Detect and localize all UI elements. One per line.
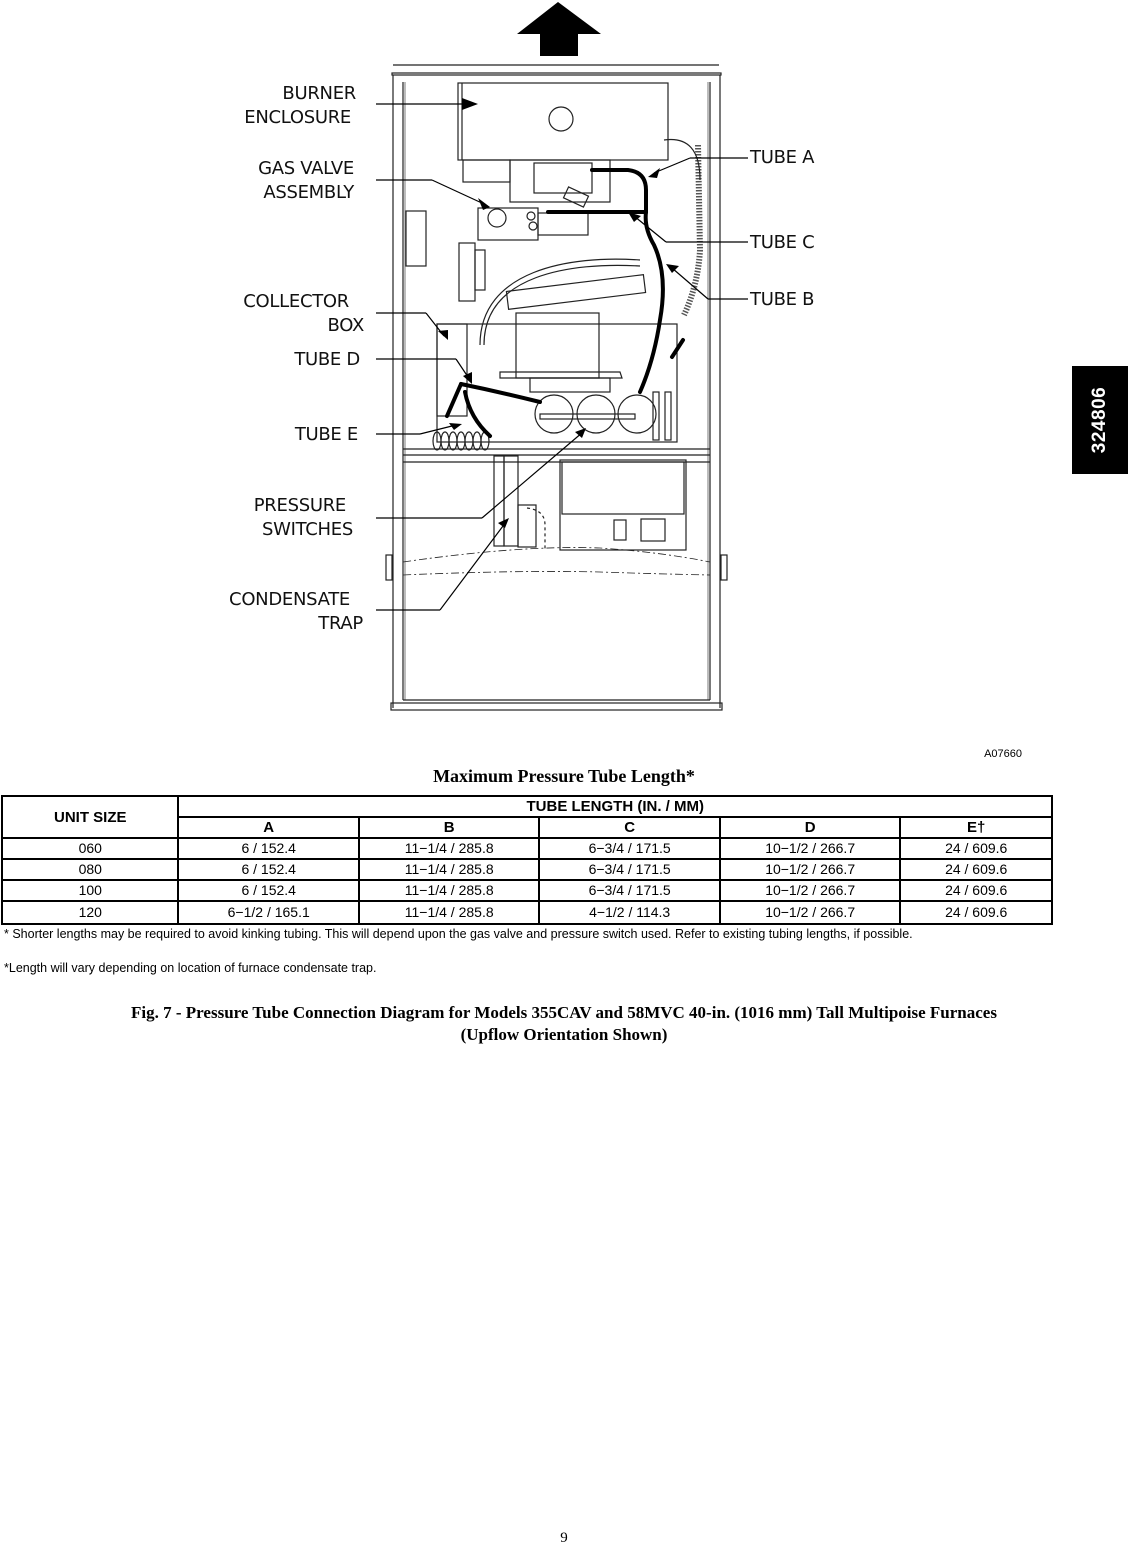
cell-b: 11−1/4 / 285.8: [359, 838, 539, 859]
cell-a: 6 / 152.4: [178, 838, 358, 859]
cell-c: 6−3/4 / 171.5: [539, 880, 719, 901]
table-header-row: [2, 796, 1052, 817]
cell-d: 10−1/2 / 266.7: [720, 838, 901, 859]
cell-d: 10−1/2 / 266.7: [720, 901, 901, 924]
label-line: CONDENSATE: [229, 589, 350, 610]
label-tube-e: [295, 423, 358, 447]
cell-e: 24 / 609.6: [900, 880, 1052, 901]
cell-b: 11−1/4 / 285.8: [359, 880, 539, 901]
cell-c: 6−3/4 / 171.5: [539, 859, 719, 880]
label-line: TUBE C: [750, 232, 815, 253]
table-row: [2, 859, 1052, 880]
label-burner-enclosure: [244, 82, 356, 130]
cell-d: 10−1/2 / 266.7: [720, 880, 901, 901]
label-line: ASSEMBLY: [263, 182, 354, 203]
label-gas-valve-assembly: [258, 157, 354, 205]
cell-c: 4−1/2 / 114.3: [539, 901, 719, 924]
footnote-length-vary: *Length will vary depending on location of furnace condensate trap.: [4, 961, 377, 975]
cell-b: 11−1/4 / 285.8: [359, 901, 539, 924]
figure-code: A07660: [984, 748, 1022, 760]
label-collector-box: [243, 290, 364, 338]
label-line: TRAP: [318, 613, 363, 634]
caption-line-1: Fig. 7 - Pressure Tube Connection Diagram for Models 355CAV and 58MVC 40-in. (1016 mm) Tall Multipoise Furnaces: [131, 1003, 997, 1022]
cell-unit: 080: [2, 859, 178, 880]
cell-unit: 120: [2, 901, 178, 924]
footnote-shorter-lengths: * Shorter lengths may be required to avoid kinking tubing. This will depend upon the gas valve and pressure switch used. Refer to existing tubing lengths, if possible.: [4, 927, 913, 941]
table-row: [2, 901, 1052, 924]
label-tube-d: [294, 348, 360, 372]
table-row: [2, 880, 1052, 901]
label-pressure-switches: [254, 494, 353, 542]
header-unit-size: UNIT SIZE: [2, 796, 178, 838]
label-line: BURNER: [282, 83, 356, 104]
cell-a: 6−1/2 / 165.1: [178, 901, 358, 924]
cell-e: 24 / 609.6: [900, 838, 1052, 859]
cell-b: 11−1/4 / 285.8: [359, 859, 539, 880]
table-title: Maximum Pressure Tube Length*: [433, 766, 695, 786]
label-line: GAS VALVE: [258, 158, 354, 179]
label-line: BOX: [327, 315, 364, 336]
label-condensate-trap: [229, 588, 363, 636]
header-col-d: D: [720, 817, 901, 838]
document-number-tab: [1072, 366, 1128, 474]
label-tube-a: [750, 146, 814, 170]
label-line: TUBE D: [294, 349, 360, 370]
header-col-a: A: [178, 817, 358, 838]
header-col-b: B: [359, 817, 539, 838]
tube-length-table: [1, 795, 1053, 925]
furnace-diagram: [0, 0, 1128, 740]
cell-unit: 060: [2, 838, 178, 859]
label-line: TUBE A: [750, 147, 815, 168]
cell-c: 6−3/4 / 171.5: [539, 838, 719, 859]
label-tube-b: [750, 288, 814, 312]
label-line: TUBE E: [294, 424, 358, 445]
figure-caption: [0, 1002, 1128, 1046]
label-line: PRESSURE: [253, 495, 346, 516]
cell-a: 6 / 152.4: [178, 880, 358, 901]
page-number: 9: [560, 1530, 568, 1546]
cell-unit: 100: [2, 880, 178, 901]
header-tube-length: TUBE LENGTH (IN. / MM): [178, 796, 1052, 817]
cell-e: 24 / 609.6: [900, 859, 1052, 880]
label-line: ENCLOSURE: [244, 107, 351, 128]
label-line: SWITCHES: [262, 519, 353, 540]
table-row: [2, 838, 1052, 859]
header-col-c: C: [539, 817, 719, 838]
cell-e: 24 / 609.6: [900, 901, 1052, 924]
label-tube-c: [750, 231, 814, 255]
cell-d: 10−1/2 / 266.7: [720, 859, 901, 880]
caption-line-2: (Upflow Orientation Shown): [460, 1025, 668, 1044]
document-number: 324806: [1089, 386, 1110, 454]
label-line: TUBE B: [750, 289, 815, 310]
cell-a: 6 / 152.4: [178, 859, 358, 880]
label-line: COLLECTOR: [243, 291, 349, 312]
header-col-e: E†: [900, 817, 1052, 838]
up-arrow-icon: [517, 2, 601, 56]
